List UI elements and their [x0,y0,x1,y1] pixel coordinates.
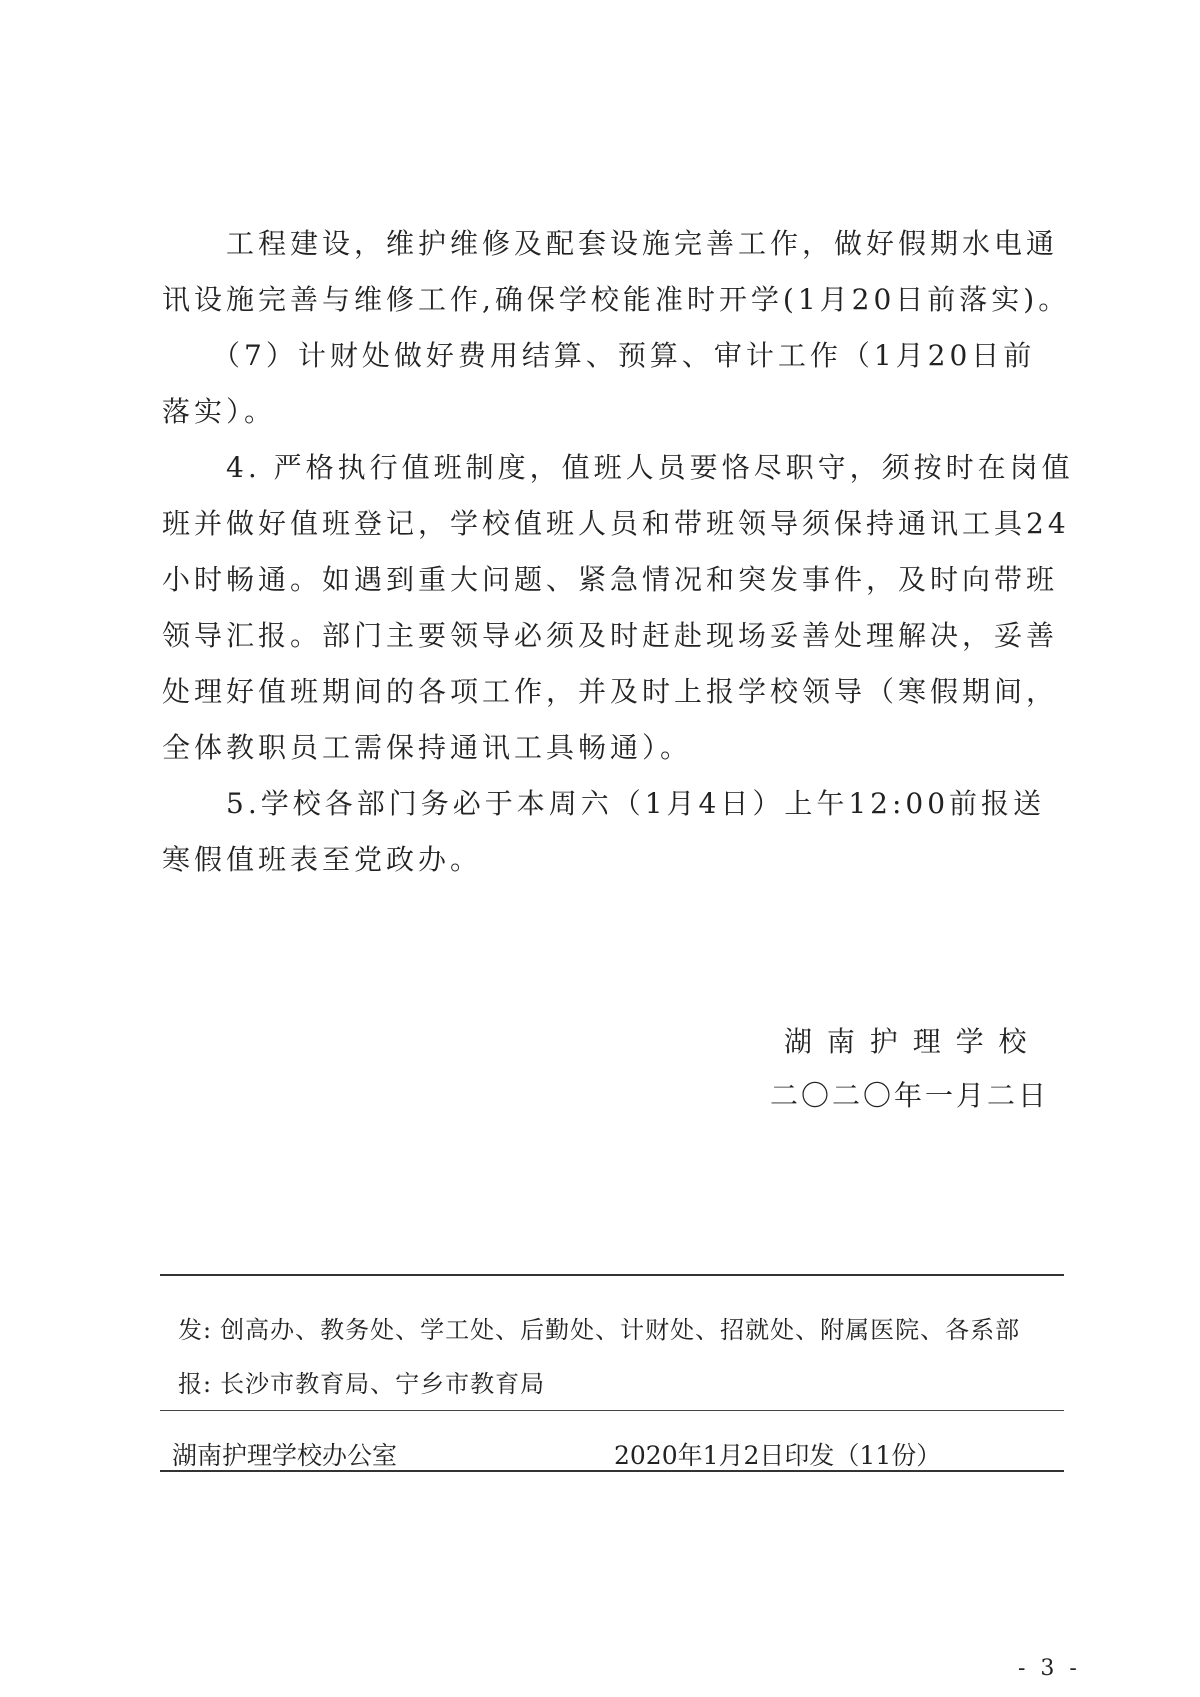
distribution-top-rule [160,1274,1064,1276]
body-line: 5.学校各部门务必于本周六（1月4日）上午12:00前报送 [162,787,1046,820]
body-line: 寒假值班表至党政办。 [162,843,483,876]
report-to: 长沙市教育局、宁乡市教育局 [220,1370,546,1398]
distribution-middle-rule [160,1410,1064,1411]
body-line: 领导汇报。部门主要领导必须及时赶赴现场妥善处理解决，妥善 [162,619,1059,652]
distribution-bottom-rule [160,1470,1064,1472]
body-line: 落实）。 [162,395,277,428]
distribution-send [178,1310,1020,1345]
body-line: 工程建设，维护维修及配套设施完善工作，做好假期水电通 [162,227,1059,260]
page-number: - 3 - [1018,1656,1081,1681]
signature-date: 二〇二〇年一月二日 [770,1079,1050,1112]
body-text [162,216,1074,888]
distribution-report [178,1364,545,1399]
body-line: 全体教职员工需保持通讯工具畅通）。 [162,731,693,764]
body-line: 班并做好值班登记，学校值班人员和带班领导须保持通讯工具24 [162,507,1070,540]
report-label: 报: [178,1370,213,1398]
body-line: 处理好值班期间的各项工作，并及时上报学校领导（寒假期间， [162,675,1059,708]
signature-org: 湖 南 护 理 学 校 [784,1025,1030,1058]
footer-issue-date: 2020年1月2日印发（11份） [614,1441,942,1470]
send-label: 发: [178,1316,213,1344]
footer-issuer: 湖南护理学校办公室 [172,1441,398,1470]
body-line: 讯设施完善与维修工作,确保学校能准时开学(1月20日前落实)。 [162,283,1071,316]
body-line: （7）计财处做好费用结算、预算、审计工作（1月20日前 [162,339,1036,372]
body-line: 小时畅通。如遇到重大问题、紧急情况和突发事件，及时向带班 [162,563,1059,596]
send-to: 创高办、教务处、学工处、后勤处、计财处、招就处、附属医院、各系部 [220,1316,1021,1344]
body-line: 4. 严格执行值班制度，值班人员要恪尽职守，须按时在岗值 [162,451,1074,484]
